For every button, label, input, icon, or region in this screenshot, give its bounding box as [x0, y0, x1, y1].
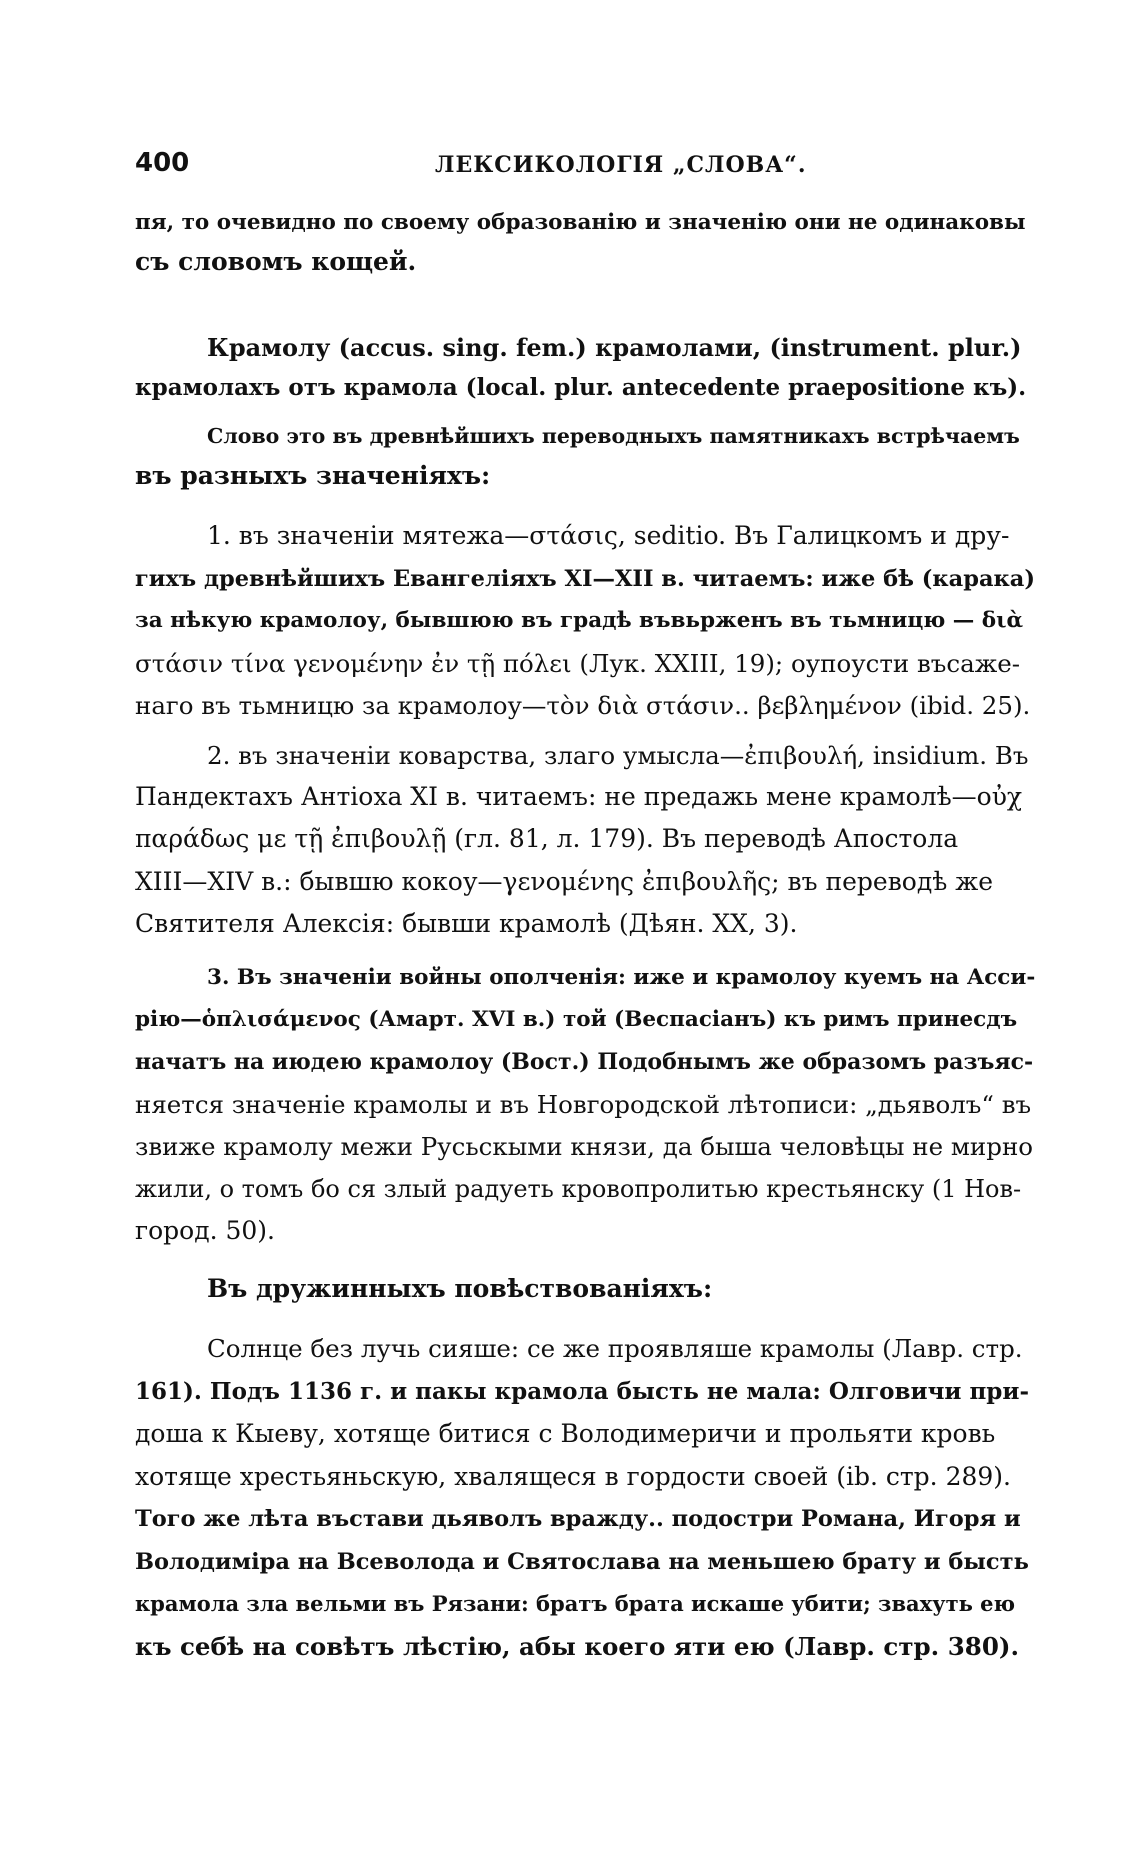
page-number: 400	[135, 148, 190, 178]
text-line: крамола зла вельми въ Рязани: братъ брата искаше убити; звахуть ею	[135, 1591, 1016, 1616]
text-line: жили, о томъ бо ся злый радуеть кровопролитью крестьянску (1 Нов-	[135, 1175, 1022, 1203]
text-line: за нѣкую крамолоу, бывшюю въ градѣ въвьрженъ въ тьмницю — διὰ	[135, 608, 1024, 633]
text-line: 1. въ значеніи мятежа—στάσις, seditio. Въ Галицкомъ и дру-	[207, 521, 1010, 550]
text-line: доша к Кыеву, хотяще битися с Володимеричи и прольяти кровь	[135, 1419, 996, 1448]
text-line: съ словомъ кощей.	[135, 247, 417, 276]
text-line: хотяще хрестьяньскую, хвалящеся в гордости своей (ib. стр. 289).	[135, 1462, 1011, 1491]
text-line: Солнце без лучь сияше: се же проявляше крамолы (Лавр. стр.	[207, 1334, 1023, 1363]
text-line: στάσιν τίνα γενομένην ἐν τῇ πόλει (Лук. XXIII, 19); оупоусти въсаже-	[135, 649, 1021, 678]
text-line: Володиміра на Всеволода и Святослава на меньшею брату и бысть	[135, 1549, 1029, 1575]
text-line: къ себѣ на совѣтъ лѣстію, абы коего яти ею (Лавр. стр. 380).	[135, 1632, 1019, 1661]
text-line: въ разныхъ значеніяхъ:	[135, 461, 491, 490]
text-line: крамолахъ отъ крамола (local. plur. antecedente praepositione къ).	[135, 374, 1027, 401]
entry-headword-line: Крамолу (accus. sing. fem.) крамолами, (instrument. plur.)	[207, 333, 1022, 362]
text-line: 3. Въ значеніи войны ополченія: иже и крамолоу куемъ на Асси-	[207, 965, 1035, 990]
text-line: Святителя Алексія: бывши крамолѣ (Дѣян. XX, 3).	[135, 909, 798, 938]
text-line: звиже крамолу межи Русьскыми князи, да быша человѣцы не мирно	[135, 1132, 1034, 1161]
text-line: начатъ на июдею крамолоу (Вост.) Подобнымъ же образомъ разъяс-	[135, 1049, 1034, 1075]
text-line: город. 50).	[135, 1216, 276, 1245]
text-line: Того же лѣта въстави дьяволъ вражду.. подостри Романа, Игоря и	[135, 1506, 1021, 1532]
text-line: гихъ древнѣйшихъ Евангеліяхъ XI—XII в. читаемъ: иже бѣ (карака)	[135, 566, 1035, 592]
text-line: наго въ тьмницю за крамолоу—τὸν διὰ στάσιν.. βεβλημένον (ibid. 25).	[135, 691, 1031, 720]
text-line: 2. въ значеніи коварства, злаго умысла—ἐπιβουλή, insidium. Въ	[207, 741, 1029, 770]
text-line: 161). Подъ 1136 г. и пакы крамола бысть не мала: Олговичи при-	[135, 1378, 1029, 1405]
text-line: няется значеніе крамолы и въ Новгородской лѣтописи: „дьяволъ“ въ	[135, 1090, 1032, 1119]
text-line: XIII—XIV в.: бывшю кокоу—γενομένης ἐπιβουλῆς; въ переводѣ же	[135, 867, 994, 896]
text-line: пя, то очевидно по своему образованію и значенію они не одинаковы	[135, 210, 1026, 235]
running-head: ЛЕКСИКОЛОГІЯ „СЛОВА“.	[435, 152, 807, 178]
text-line: рію—ὁπλισάμενος (Амарт. XVI в.) той (Веспасіанъ) къ римъ принесдъ	[135, 1007, 1018, 1032]
section-heading: Въ дружинныхъ повѣствованіяхъ:	[207, 1274, 713, 1303]
text-line: Слово это въ древнѣйшихъ переводныхъ памятникахъ встрѣчаемъ	[207, 424, 1020, 448]
page-header	[135, 148, 1035, 188]
text-line: Пандектахъ Антіоха XI в. читаемъ: не предажь мене крамолѣ—οὐχ	[135, 782, 1023, 811]
text-line: παράδως με τῇ ἐπιβουλῇ (гл. 81, л. 179). Въ переводѣ Апостола	[135, 824, 959, 853]
